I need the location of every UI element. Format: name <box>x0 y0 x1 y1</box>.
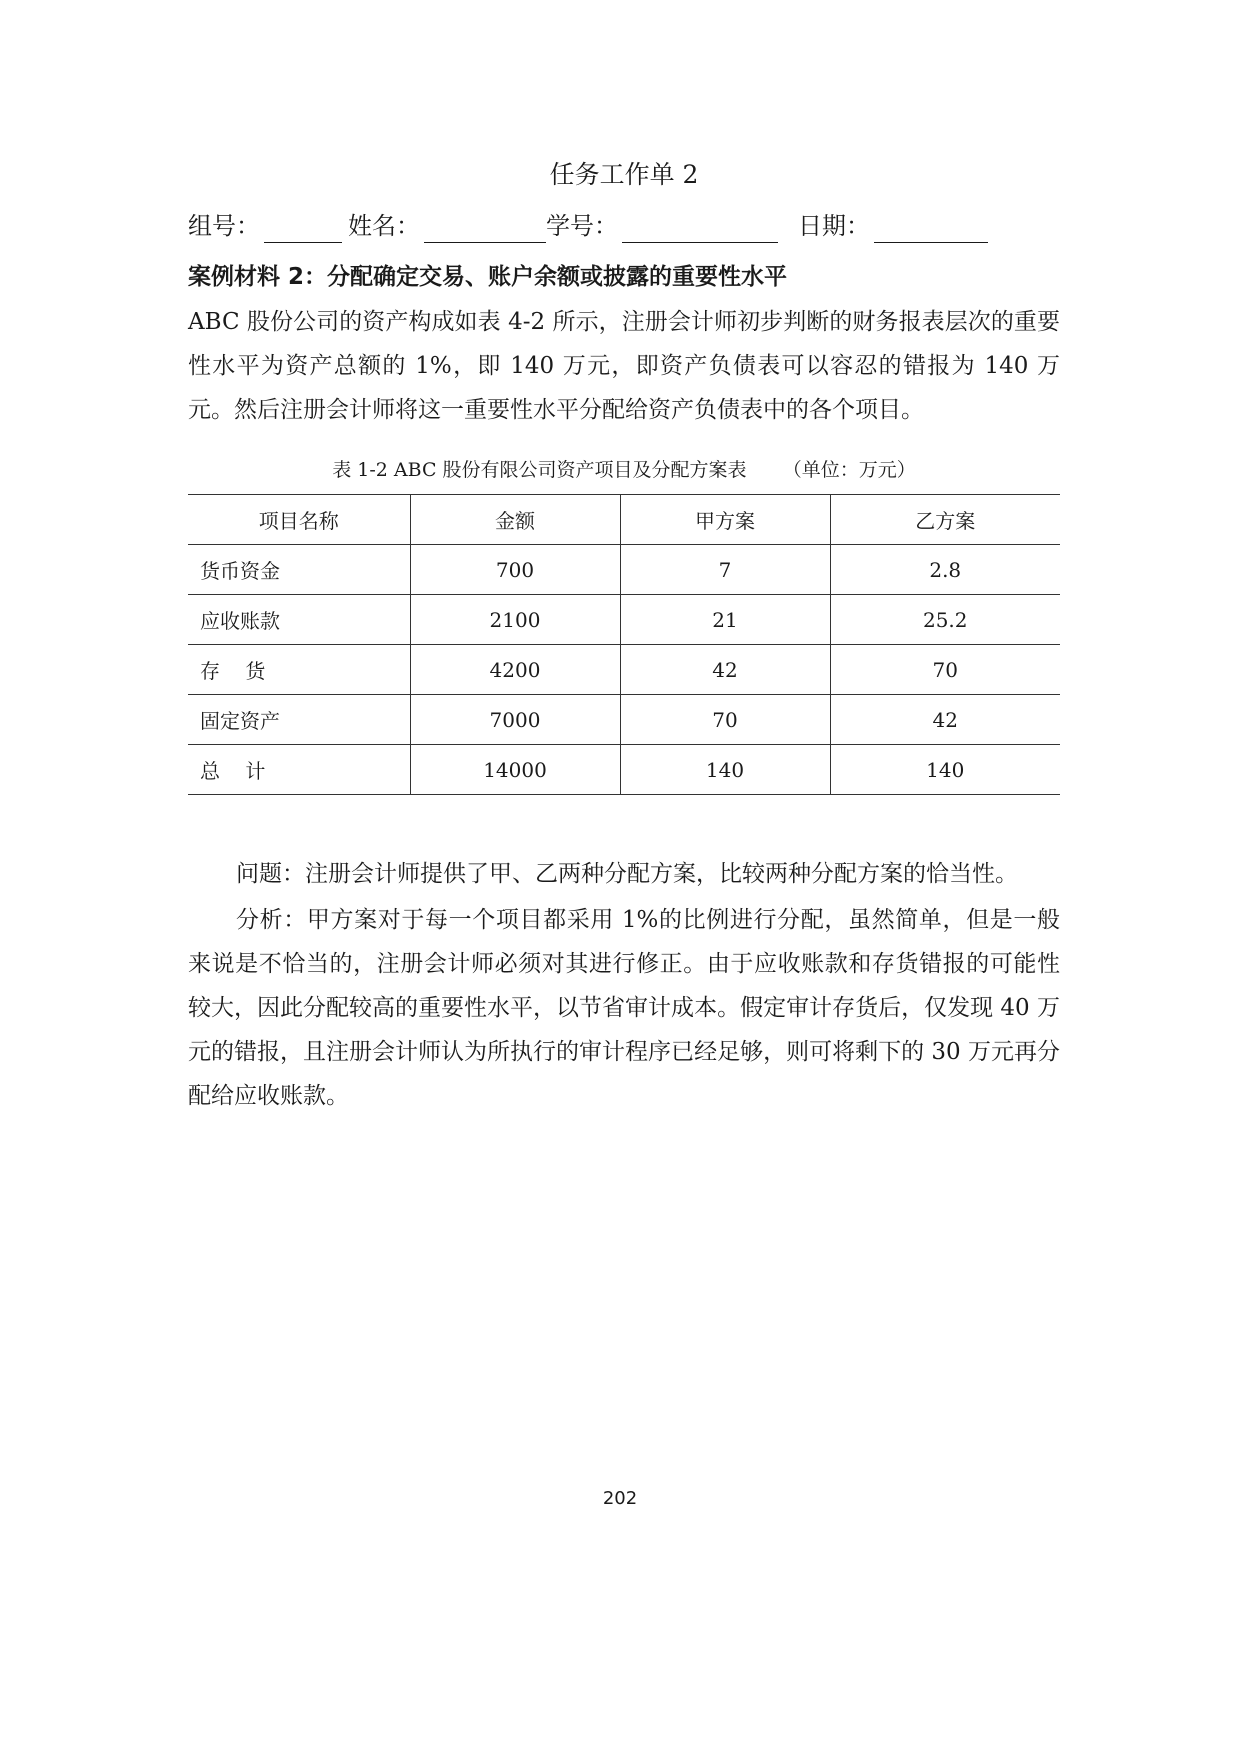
cell-plan-b: 25.2 <box>830 595 1060 645</box>
name-blank[interactable] <box>424 214 546 243</box>
table-row <box>188 695 1060 745</box>
worksheet-title: 任务工作单 2 <box>549 160 699 189</box>
table-header-row <box>188 495 1060 545</box>
cell-plan-a: 7 <box>620 545 830 595</box>
cell-amount: 700 <box>410 545 620 595</box>
cell-plan-a: 140 <box>620 745 830 795</box>
group-number-blank[interactable] <box>264 214 342 243</box>
cell-item-name: 应收账款 <box>188 595 410 645</box>
header-plan-a: 甲方案 <box>620 495 830 545</box>
cell-plan-b: 2.8 <box>830 545 1060 595</box>
table-row <box>188 595 1060 645</box>
cell-amount: 7000 <box>410 695 620 745</box>
cell-plan-a: 21 <box>620 595 830 645</box>
student-id-field <box>546 209 778 243</box>
case-heading: 案例材料 2：分配确定交易、账户余额或披露的重要性水平 <box>188 264 788 290</box>
group-number-field <box>188 209 342 243</box>
student-id-label: 学号： <box>546 212 618 240</box>
student-info-row <box>188 209 1060 245</box>
cell-amount: 4200 <box>410 645 620 695</box>
cell-plan-b: 140 <box>830 745 1060 795</box>
table-row <box>188 545 1060 595</box>
header-item-name: 项目名称 <box>188 495 410 545</box>
cell-plan-a: 70 <box>620 695 830 745</box>
cell-item-name: 固定资产 <box>188 695 410 745</box>
asset-allocation-table <box>188 494 1060 795</box>
cell-plan-a: 42 <box>620 645 830 695</box>
page-number: 202 <box>602 1488 638 1509</box>
cell-plan-b: 70 <box>830 645 1060 695</box>
date-blank[interactable] <box>874 214 988 243</box>
table-row <box>188 645 1060 695</box>
header-plan-b: 乙方案 <box>830 495 1060 545</box>
cell-amount: 2100 <box>410 595 620 645</box>
group-number-label: 组号： <box>188 212 260 240</box>
table-row-total <box>188 745 1060 795</box>
question-paragraph: 问题：注册会计师提供了甲、乙两种分配方案，比较两种分配方案的恰当性。 <box>236 861 1018 887</box>
date-label: 日期： <box>798 212 870 240</box>
analysis-paragraph: 分析：甲方案对于每一个项目都采用 1%的比例进行分配，虽然简单，但是一般来说是不恰当的，注册会计师必须对其进行修正。由于应收账款和存货错报的可能性较大，因此分配较高的重要性水平，以节省审计成本。假定审计存货后，仅发现 40 万元的错报，且注册会计师认为所执行的审计程序已经足够，则可将剩下的 30 万元再分配给应收账款。 <box>188 907 1060 1109</box>
cell-plan-b: 42 <box>830 695 1060 745</box>
cell-amount: 14000 <box>410 745 620 795</box>
name-field <box>348 209 546 243</box>
name-label: 姓名： <box>348 212 420 240</box>
cell-item-name: 总 计 <box>188 745 410 795</box>
cell-item-name: 存 货 <box>188 645 410 695</box>
date-field <box>798 209 988 243</box>
table-caption: 表 1-2 ABC 股份有限公司资产项目及分配方案表 （单位：万元） <box>332 459 916 481</box>
student-id-blank[interactable] <box>622 214 778 243</box>
header-amount: 金额 <box>410 495 620 545</box>
intro-paragraph: ABC 股份公司的资产构成如表 4-2 所示，注册会计师初步判断的财务报表层次的重要性水平为资产总额的 1%，即 140 万元，即资产负债表可以容忍的错报为 140 万元。然后注册会计师将这一重要性水平分配给资产负债表中的各个项目。 <box>188 309 1060 423</box>
cell-item-name: 货币资金 <box>188 545 410 595</box>
